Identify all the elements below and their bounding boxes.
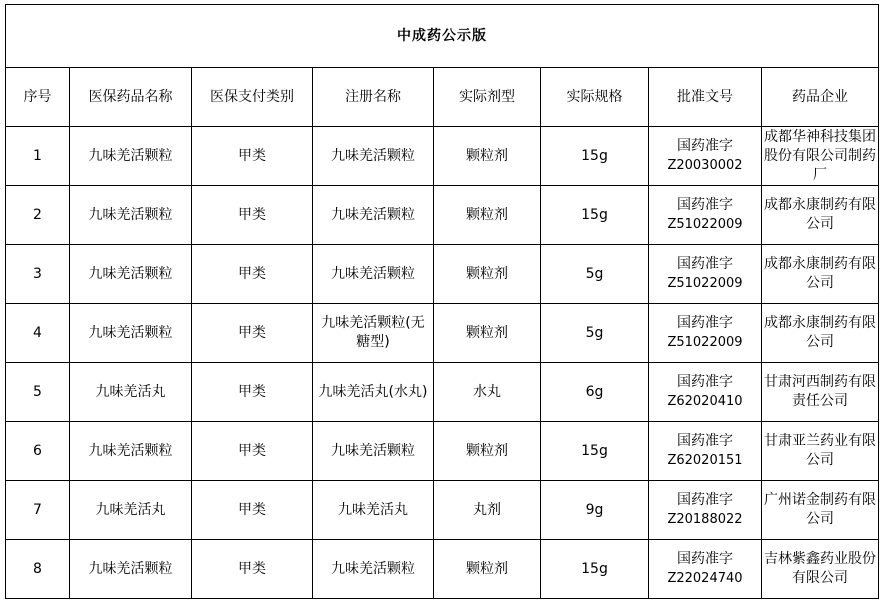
cell-approval <box>649 186 762 245</box>
table-row <box>6 304 879 363</box>
cell-spec: 15g <box>541 422 649 481</box>
table-title: 中成药公示版 <box>6 5 879 68</box>
table-row <box>6 422 879 481</box>
cell-approval <box>649 363 762 422</box>
cell-serial: 6 <box>6 422 70 481</box>
table-row <box>6 186 879 245</box>
cell-pay-class: 甲类 <box>192 304 313 363</box>
cell-reg-name: 九味羌活丸(水丸) <box>313 363 434 422</box>
cell-pay-class: 甲类 <box>192 481 313 540</box>
approval-prefix: 国药准字 <box>677 138 733 154</box>
cell-spec: 15g <box>541 127 649 186</box>
cell-med-name: 九味羌活颗粒 <box>70 304 192 363</box>
cell-dosage-form: 丸剂 <box>434 481 541 540</box>
approval-prefix: 国药准字 <box>677 315 733 331</box>
cell-approval <box>649 245 762 304</box>
table-row <box>6 245 879 304</box>
cell-serial: 5 <box>6 363 70 422</box>
cell-approval <box>649 481 762 540</box>
medicine-table <box>5 4 879 599</box>
cell-dosage-form: 颗粒剂 <box>434 186 541 245</box>
approval-code: Z51022009 <box>667 276 743 291</box>
table-row <box>6 540 879 599</box>
cell-serial: 2 <box>6 186 70 245</box>
cell-dosage-form: 颗粒剂 <box>434 540 541 599</box>
column-header-dosage-form: 实际剂型 <box>434 68 541 127</box>
cell-company: 甘肃河西制药有限责任公司 <box>762 363 879 422</box>
cell-pay-class: 甲类 <box>192 127 313 186</box>
cell-company: 成都永康制药有限公司 <box>762 186 879 245</box>
cell-spec: 5g <box>541 304 649 363</box>
column-header-serial: 序号 <box>6 68 70 127</box>
cell-serial: 8 <box>6 540 70 599</box>
cell-serial: 4 <box>6 304 70 363</box>
column-header-approval: 批准文号 <box>649 68 762 127</box>
header-row <box>6 68 879 127</box>
cell-spec: 5g <box>541 245 649 304</box>
table-row <box>6 481 879 540</box>
approval-prefix: 国药准字 <box>677 492 733 508</box>
column-header-company: 药品企业 <box>762 68 879 127</box>
approval-prefix: 国药准字 <box>677 197 733 213</box>
cell-reg-name: 九味羌活颗粒 <box>313 245 434 304</box>
approval-code: Z22024740 <box>667 571 743 586</box>
cell-dosage-form: 颗粒剂 <box>434 304 541 363</box>
cell-company: 成都永康制药有限公司 <box>762 304 879 363</box>
approval-code: Z62020151 <box>667 453 743 468</box>
cell-spec: 15g <box>541 186 649 245</box>
cell-company: 成都永康制药有限公司 <box>762 245 879 304</box>
cell-med-name: 九味羌活颗粒 <box>70 422 192 481</box>
cell-dosage-form: 水丸 <box>434 363 541 422</box>
column-header-med-name: 医保药品名称 <box>70 68 192 127</box>
cell-company: 广州诺金制药有限公司 <box>762 481 879 540</box>
cell-spec: 9g <box>541 481 649 540</box>
approval-prefix: 国药准字 <box>677 551 733 567</box>
approval-prefix: 国药准字 <box>677 256 733 272</box>
cell-med-name: 九味羌活丸 <box>70 363 192 422</box>
cell-reg-name: 九味羌活颗粒 <box>313 540 434 599</box>
cell-spec: 15g <box>541 540 649 599</box>
cell-serial: 7 <box>6 481 70 540</box>
cell-med-name: 九味羌活颗粒 <box>70 127 192 186</box>
cell-serial: 3 <box>6 245 70 304</box>
cell-reg-name: 九味羌活颗粒 <box>313 422 434 481</box>
cell-serial: 1 <box>6 127 70 186</box>
cell-dosage-form: 颗粒剂 <box>434 422 541 481</box>
cell-med-name: 九味羌活颗粒 <box>70 540 192 599</box>
cell-company: 甘肃亚兰药业有限公司 <box>762 422 879 481</box>
approval-code: Z51022009 <box>667 217 743 232</box>
approval-code: Z20030002 <box>667 158 743 173</box>
cell-med-name: 九味羌活颗粒 <box>70 186 192 245</box>
column-header-reg-name: 注册名称 <box>313 68 434 127</box>
approval-code: Z62020410 <box>667 394 743 409</box>
cell-med-name: 九味羌活颗粒 <box>70 245 192 304</box>
cell-approval <box>649 304 762 363</box>
cell-reg-name: 九味羌活颗粒 <box>313 127 434 186</box>
table-row <box>6 127 879 186</box>
cell-reg-name: 九味羌活颗粒(无糖型) <box>313 304 434 363</box>
approval-code: Z20188022 <box>667 512 743 527</box>
cell-pay-class: 甲类 <box>192 540 313 599</box>
approval-code: Z51022009 <box>667 335 743 350</box>
cell-pay-class: 甲类 <box>192 186 313 245</box>
cell-reg-name: 九味羌活丸 <box>313 481 434 540</box>
cell-approval <box>649 422 762 481</box>
table-row <box>6 363 879 422</box>
cell-reg-name: 九味羌活颗粒 <box>313 186 434 245</box>
cell-approval <box>649 127 762 186</box>
cell-pay-class: 甲类 <box>192 363 313 422</box>
cell-pay-class: 甲类 <box>192 422 313 481</box>
cell-company: 成都华神科技集团股份有限公司制药厂 <box>762 127 879 186</box>
approval-prefix: 国药准字 <box>677 433 733 449</box>
cell-spec: 6g <box>541 363 649 422</box>
cell-dosage-form: 颗粒剂 <box>434 127 541 186</box>
column-header-spec: 实际规格 <box>541 68 649 127</box>
approval-prefix: 国药准字 <box>677 374 733 390</box>
cell-approval <box>649 540 762 599</box>
cell-company: 吉林紫鑫药业股份有限公司 <box>762 540 879 599</box>
cell-dosage-form: 颗粒剂 <box>434 245 541 304</box>
cell-med-name: 九味羌活丸 <box>70 481 192 540</box>
column-header-pay-class: 医保支付类别 <box>192 68 313 127</box>
cell-pay-class: 甲类 <box>192 245 313 304</box>
